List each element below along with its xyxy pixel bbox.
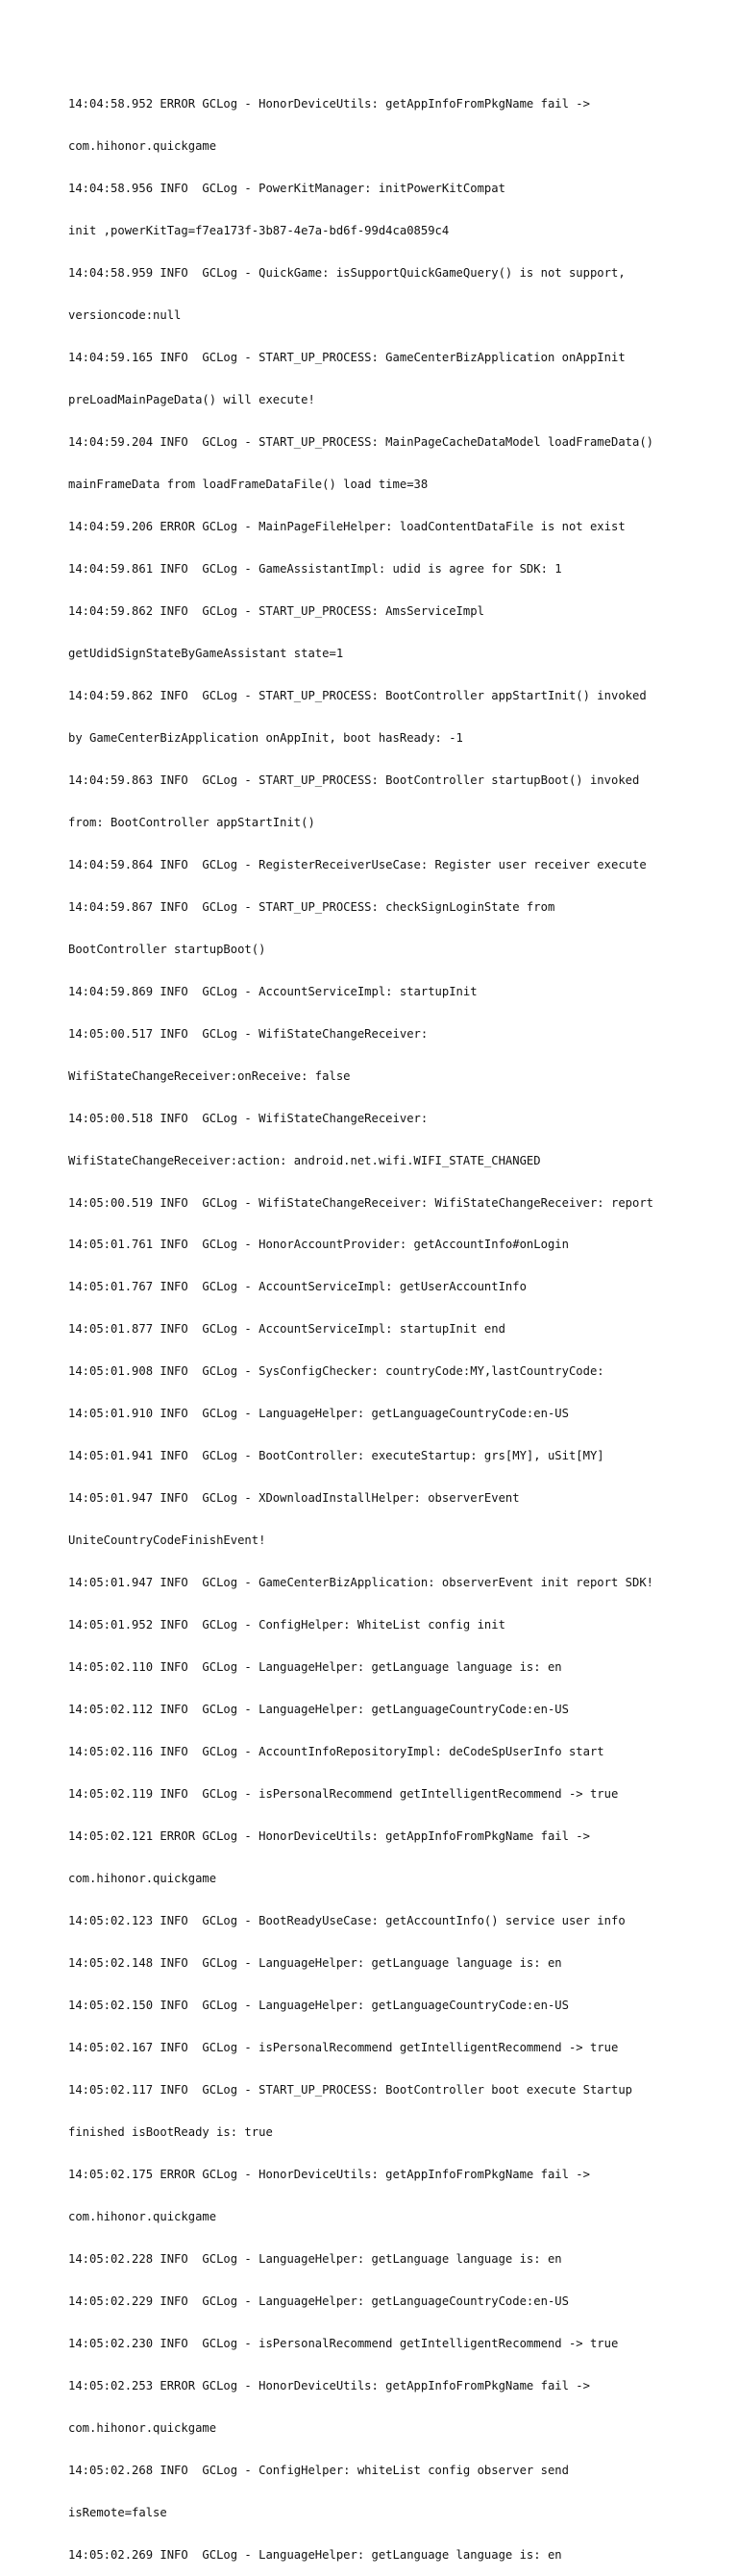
log-line: com.hihonor.quickgame (68, 139, 217, 154)
log-line: 14:04:59.862 INFO GCLog - START_UP_PROCESS: AmsServiceImpl (68, 603, 484, 618)
log-line: 14:04:58.952 ERROR GCLog - HonorDeviceUtils: getAppInfoFromPkgName fail -> (68, 97, 590, 111)
log-line: 14:05:00.517 INFO GCLog - WifiStateChangeReceiver: (68, 1026, 429, 1041)
log-line: 14:05:02.175 ERROR GCLog - HonorDeviceUtils: getAppInfoFromPkgName fail -> (68, 2167, 590, 2181)
log-line: 14:04:58.959 INFO GCLog - QuickGame: isSupportQuickGameQuery() is not support, (68, 266, 626, 281)
log-line: 14:04:59.204 INFO GCLog - START_UP_PROCESS: MainPageCacheDataModel loadFrameData() (68, 435, 654, 450)
log-line: 14:05:01.877 INFO GCLog - AccountServiceImpl: startupInit end (68, 1322, 505, 1337)
log-line: mainFrameData from loadFrameDataFile() load time=38 (68, 478, 429, 492)
log-line: by GameCenterBizApplication onAppInit, boot hasReady: -1 (68, 730, 463, 745)
log-line: 14:05:02.150 INFO GCLog - LanguageHelper: getLanguageCountryCode:en-US (68, 1998, 569, 2012)
log-line: 14:05:02.116 INFO GCLog - AccountInfoRepositoryImpl: deCodeSpUserInfo start (68, 1745, 604, 1759)
log-line: preLoadMainPageData() will execute! (68, 393, 315, 407)
log-line: 14:05:01.947 INFO GCLog - GameCenterBizApplication: observerEvent init report SDK! (68, 1576, 654, 1590)
log-line: 14:05:02.148 INFO GCLog - LanguageHelper: getLanguage language is: en (68, 1955, 562, 1970)
log-line: WifiStateChangeReceiver:onReceive: false (68, 1068, 351, 1083)
log-line: 14:05:01.908 INFO GCLog - SysConfigChecker: countryCode:MY,lastCountryCode: (68, 1364, 604, 1379)
log-line: 14:05:02.119 INFO GCLog - isPersonalRecommend getIntelligentRecommend -> true (68, 1787, 619, 1802)
log-line: 14:05:02.230 INFO GCLog - isPersonalRecommend getIntelligentRecommend -> true (68, 2336, 619, 2350)
log-document (68, 69, 683, 2576)
log-line: 14:04:59.206 ERROR GCLog - MainPageFileHelper: loadContentDataFile is not exist (68, 520, 626, 533)
log-line: BootController startupBoot() (68, 942, 266, 956)
log-line: 14:04:59.863 INFO GCLog - START_UP_PROCESS: BootController startupBoot() invoked (68, 773, 640, 787)
log-line: getUdidSignStateByGameAssistant state=1 (68, 646, 344, 660)
log-line: 14:05:00.519 INFO GCLog - WifiStateChangeReceiver: WifiStateChangeReceiver: report (68, 1195, 654, 1210)
log-line: 14:05:01.767 INFO GCLog - AccountServiceImpl: getUserAccountInfo (68, 1280, 527, 1294)
log-line: 14:04:59.862 INFO GCLog - START_UP_PROCESS: BootController appStartInit() invoked (68, 688, 647, 702)
log-line: 14:05:02.269 INFO GCLog - LanguageHelper: getLanguage language is: en (68, 2547, 562, 2562)
log-line: 14:04:59.869 INFO GCLog - AccountServiceImpl: startupInit (68, 984, 478, 998)
log-line: 14:05:02.117 INFO GCLog - START_UP_PROCESS: BootController boot execute Startup (68, 2082, 632, 2097)
log-line: 14:04:59.864 INFO GCLog - RegisterReceiverUseCase: Register user receiver execute (68, 857, 647, 871)
log-line: isRemote=false (68, 2505, 167, 2519)
log-line: 14:05:01.910 INFO GCLog - LanguageHelper: getLanguageCountryCode:en-US (68, 1407, 569, 1421)
log-line: from: BootController appStartInit() (68, 815, 315, 829)
log-line: 14:04:59.165 INFO GCLog - START_UP_PROCESS: GameCenterBizApplication onAppInit (68, 351, 626, 365)
log-line: 14:05:02.110 INFO GCLog - LanguageHelper: getLanguage language is: en (68, 1660, 562, 1675)
log-line: WifiStateChangeReceiver:action: android.net.wifi.WIFI_STATE_CHANGED (68, 1153, 541, 1167)
log-line: 14:04:58.956 INFO GCLog - PowerKitManager: initPowerKitCompat (68, 182, 505, 196)
log-line: 14:04:59.867 INFO GCLog - START_UP_PROCESS: checkSignLoginState from (68, 899, 555, 914)
log-line: 14:05:02.268 INFO GCLog - ConfigHelper: whiteList config observer send (68, 2463, 569, 2477)
log-line: com.hihonor.quickgame (68, 2420, 217, 2435)
log-line: 14:05:02.253 ERROR GCLog - HonorDeviceUtils: getAppInfoFromPkgName fail -> (68, 2378, 590, 2392)
log-line: UniteCountryCodeFinishEvent! (68, 1533, 266, 1548)
log-line: com.hihonor.quickgame (68, 2209, 217, 2223)
log-line: finished isBootReady is: true (68, 2124, 273, 2139)
log-line: 14:05:01.952 INFO GCLog - ConfigHelper: WhiteList config init (68, 1618, 505, 1632)
log-line: 14:05:01.947 INFO GCLog - XDownloadInstallHelper: observerEvent (68, 1491, 520, 1506)
log-line: 14:05:02.121 ERROR GCLog - HonorDeviceUtils: getAppInfoFromPkgName fail -> (68, 1829, 590, 1844)
log-line: 14:05:02.112 INFO GCLog - LanguageHelper: getLanguageCountryCode:en-US (68, 1703, 569, 1717)
log-line: 14:04:59.861 INFO GCLog - GameAssistantImpl: udid is agree for SDK: 1 (68, 561, 562, 576)
log-line: 14:05:01.941 INFO GCLog - BootController: executeStartup: grs[MY], uSit[MY] (68, 1449, 604, 1463)
log-line: 14:05:02.228 INFO GCLog - LanguageHelper: getLanguage language is: en (68, 2251, 562, 2266)
log-line: com.hihonor.quickgame (68, 1872, 217, 1885)
log-line: 14:05:00.518 INFO GCLog - WifiStateChangeReceiver: (68, 1111, 429, 1125)
log-line: versioncode:null (68, 308, 182, 323)
log-line: init ,powerKitTag=f7ea173f-3b87-4e7a-bd6f-99d4ca0859c4 (68, 224, 450, 238)
log-line: 14:05:01.761 INFO GCLog - HonorAccountProvider: getAccountInfo#onLogin (68, 1238, 569, 1252)
log-line: 14:05:02.167 INFO GCLog - isPersonalRecommend getIntelligentRecommend -> true (68, 2040, 619, 2054)
log-line: 14:05:02.123 INFO GCLog - BootReadyUseCase: getAccountInfo() service user info (68, 1913, 626, 1927)
log-line: 14:05:02.229 INFO GCLog - LanguageHelper: getLanguageCountryCode:en-US (68, 2294, 569, 2308)
